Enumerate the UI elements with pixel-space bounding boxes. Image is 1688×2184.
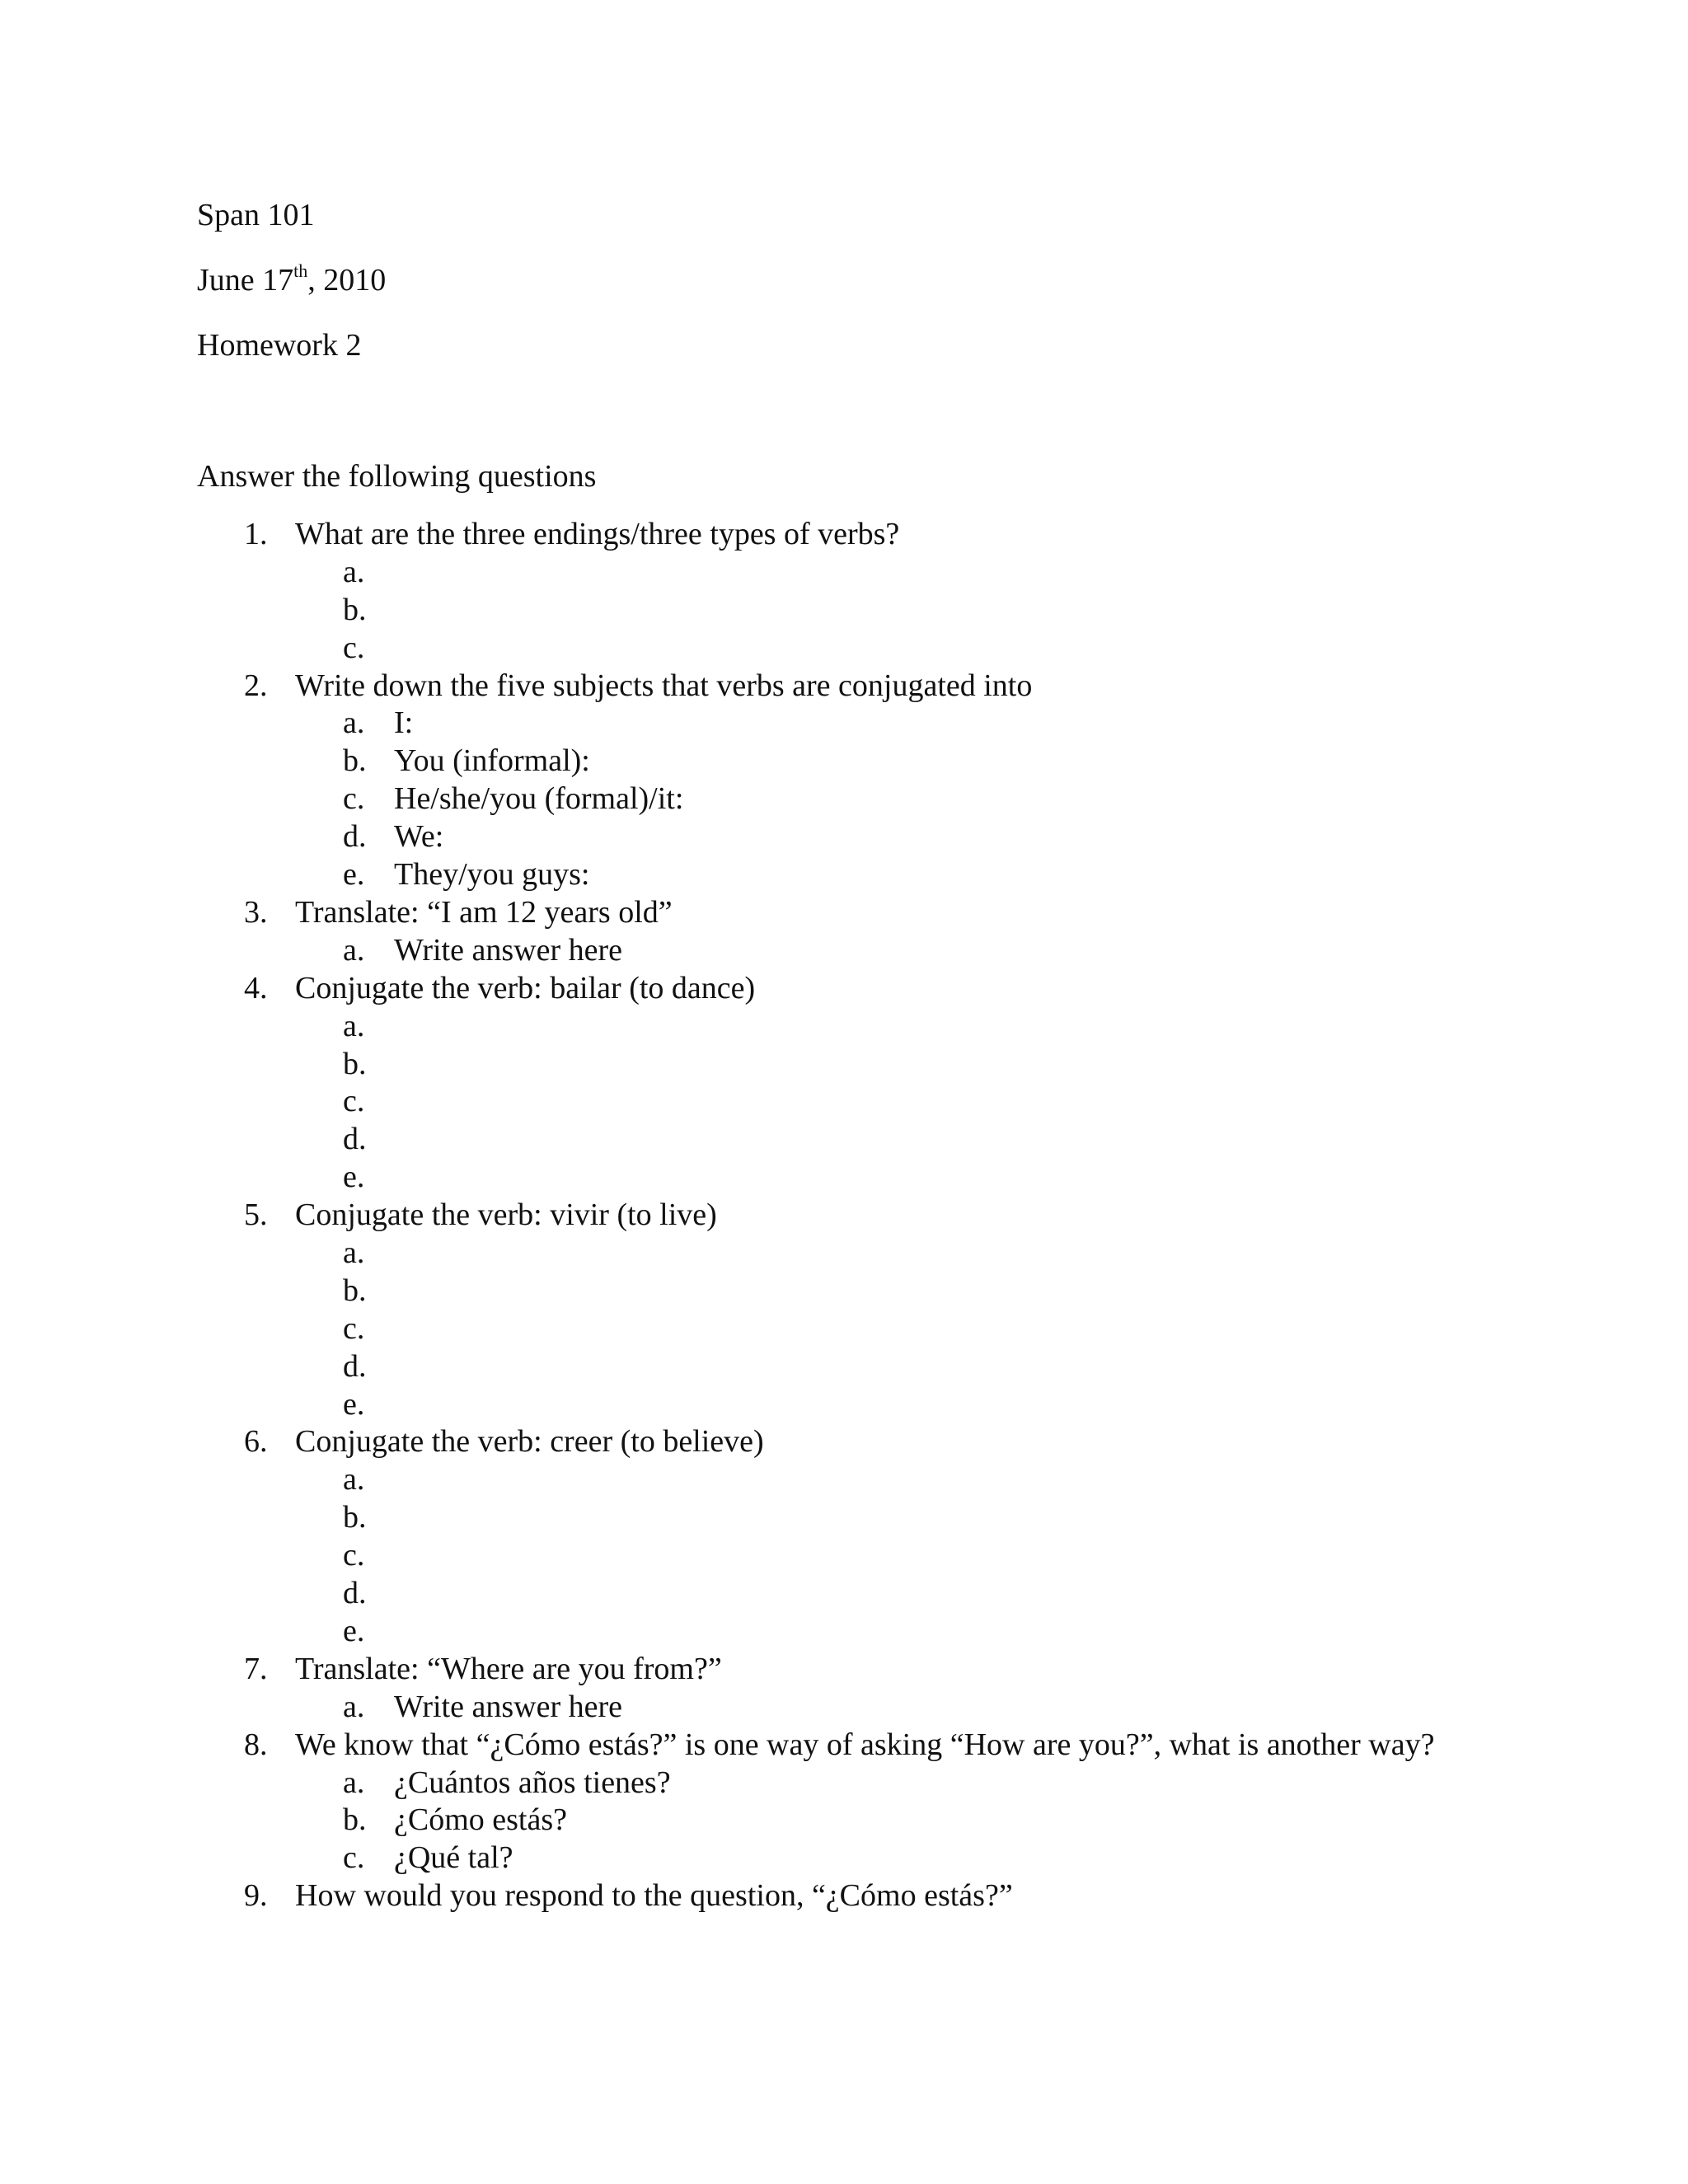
option-letter: b. xyxy=(343,743,367,779)
option-letter: c. xyxy=(343,630,365,665)
option-letter: a. xyxy=(343,1689,365,1724)
answer-option xyxy=(0,1802,1688,1840)
question-row xyxy=(0,668,1441,705)
question-row xyxy=(0,516,1441,554)
option-letter: c. xyxy=(343,1840,365,1876)
question-row xyxy=(0,970,1441,1008)
option-text: I: xyxy=(394,705,414,741)
option-letter: a. xyxy=(343,705,365,741)
question-text: Conjugate the verb: creer (to believe) xyxy=(295,1424,764,1460)
answer-option xyxy=(0,932,1688,970)
question-item xyxy=(0,1877,1688,1915)
option-letter: d. xyxy=(343,819,367,855)
option-letter: e. xyxy=(343,1160,365,1195)
course-name: Span 101 xyxy=(197,198,315,232)
assignment-date xyxy=(197,261,386,299)
answer-option xyxy=(0,1046,1688,1084)
option-letter: e. xyxy=(343,1386,365,1422)
question-number: 5. xyxy=(244,1197,268,1233)
option-letter: d. xyxy=(343,1348,367,1384)
answer-option-list xyxy=(0,932,1688,970)
question-text: Write down the five subjects that verbs are conjugated into xyxy=(295,668,1033,703)
option-text: You (informal): xyxy=(394,743,590,779)
answer-option xyxy=(0,1613,1688,1651)
question-text: We know that “¿Cómo estás?” is one way of asking “How are you?”, what is another way? xyxy=(295,1727,1435,1762)
answer-option-list xyxy=(0,1008,1688,1197)
question-number: 4. xyxy=(244,970,268,1005)
answer-option xyxy=(0,818,1688,856)
question-item xyxy=(0,668,1688,894)
date-ordinal-suffix: th xyxy=(293,260,308,281)
answer-option xyxy=(0,1083,1688,1121)
option-letter: a. xyxy=(343,554,365,589)
option-text: ¿Qué tal? xyxy=(394,1840,513,1876)
question-item xyxy=(0,1651,1688,1727)
answer-option xyxy=(0,1008,1688,1046)
answer-option xyxy=(0,1765,1688,1802)
question-item xyxy=(0,894,1688,970)
date-month-day: June 17 xyxy=(197,263,294,298)
question-row xyxy=(0,1651,1441,1689)
option-letter: e. xyxy=(343,1613,365,1648)
option-letter: b. xyxy=(343,1802,367,1838)
option-letter: a. xyxy=(343,1235,365,1270)
question-item xyxy=(0,1423,1688,1650)
answer-option xyxy=(0,1575,1688,1613)
answer-option xyxy=(0,1272,1688,1310)
option-letter: d. xyxy=(343,1122,367,1157)
answer-option xyxy=(0,630,1688,668)
option-letter: b. xyxy=(343,1500,367,1535)
question-number: 3. xyxy=(244,894,268,930)
answer-option-list xyxy=(0,1765,1688,1878)
option-letter: a. xyxy=(343,1462,365,1497)
answer-option-list xyxy=(0,705,1688,893)
answer-option xyxy=(0,743,1688,780)
question-text: Conjugate the verb: bailar (to dance) xyxy=(295,970,756,1005)
option-letter: a. xyxy=(343,1008,365,1043)
option-letter: a. xyxy=(343,1765,365,1800)
option-text: ¿Cuántos años tienes? xyxy=(394,1765,671,1800)
question-row xyxy=(0,1423,1441,1461)
option-text: Write answer here xyxy=(394,1689,622,1724)
option-letter: e. xyxy=(343,857,365,893)
question-number: 7. xyxy=(244,1651,268,1686)
question-text: What are the three endings/three types of verbs? xyxy=(295,517,900,551)
answer-option-list xyxy=(0,1461,1688,1650)
question-text: How would you respond to the question, “¿Cómo estás?” xyxy=(295,1878,1013,1914)
option-letter: c. xyxy=(343,781,365,817)
question-text: Conjugate the verb: vivir (to live) xyxy=(295,1197,717,1233)
option-text: ¿Cómo estás? xyxy=(394,1802,568,1838)
answer-option xyxy=(0,1386,1688,1424)
option-letter: d. xyxy=(343,1576,367,1611)
answer-option xyxy=(0,1310,1688,1348)
answer-option xyxy=(0,1689,1688,1727)
answer-option xyxy=(0,592,1688,630)
answer-option xyxy=(0,1840,1688,1877)
answer-option xyxy=(0,1499,1688,1537)
answer-option-list xyxy=(0,554,1688,668)
answer-option xyxy=(0,856,1688,894)
question-row xyxy=(0,1197,1441,1235)
question-number: 1. xyxy=(244,517,268,551)
answer-option xyxy=(0,554,1688,592)
question-item xyxy=(0,516,1688,668)
instructions-text: Answer the following questions xyxy=(197,459,597,494)
answer-option xyxy=(0,1121,1688,1159)
assignment-title: Homework 2 xyxy=(197,328,362,363)
answer-option xyxy=(0,705,1688,743)
question-list xyxy=(0,516,1688,1915)
question-number: 8. xyxy=(244,1727,268,1762)
option-letter: b. xyxy=(343,1272,367,1308)
answer-option xyxy=(0,1348,1688,1386)
option-letter: a. xyxy=(343,932,365,968)
question-row xyxy=(0,894,1441,932)
answer-option xyxy=(0,1461,1688,1499)
answer-option xyxy=(0,780,1688,818)
question-row xyxy=(0,1727,1441,1765)
question-number: 2. xyxy=(244,668,268,703)
question-item xyxy=(0,1727,1688,1878)
option-letter: c. xyxy=(343,1538,365,1573)
answer-option xyxy=(0,1159,1688,1197)
option-letter: b. xyxy=(343,592,367,627)
option-letter: c. xyxy=(343,1310,365,1346)
answer-option-list xyxy=(0,1689,1688,1727)
question-number: 6. xyxy=(244,1424,268,1460)
option-letter: b. xyxy=(343,1046,367,1081)
option-letter: c. xyxy=(343,1084,365,1119)
date-year: , 2010 xyxy=(307,263,387,298)
answer-option xyxy=(0,1537,1688,1575)
option-text: Write answer here xyxy=(394,932,622,968)
question-item xyxy=(0,970,1688,1197)
question-number: 9. xyxy=(244,1878,268,1914)
option-text: We: xyxy=(394,819,444,855)
answer-option xyxy=(0,1235,1688,1272)
option-text: They/you guys: xyxy=(394,857,590,893)
question-row xyxy=(0,1877,1441,1915)
answer-option-list xyxy=(0,1235,1688,1423)
option-text: He/she/you (formal)/it: xyxy=(394,781,684,817)
question-text: Translate: “Where are you from?” xyxy=(295,1651,722,1686)
question-item xyxy=(0,1197,1688,1423)
question-text: Translate: “I am 12 years old” xyxy=(295,894,673,930)
